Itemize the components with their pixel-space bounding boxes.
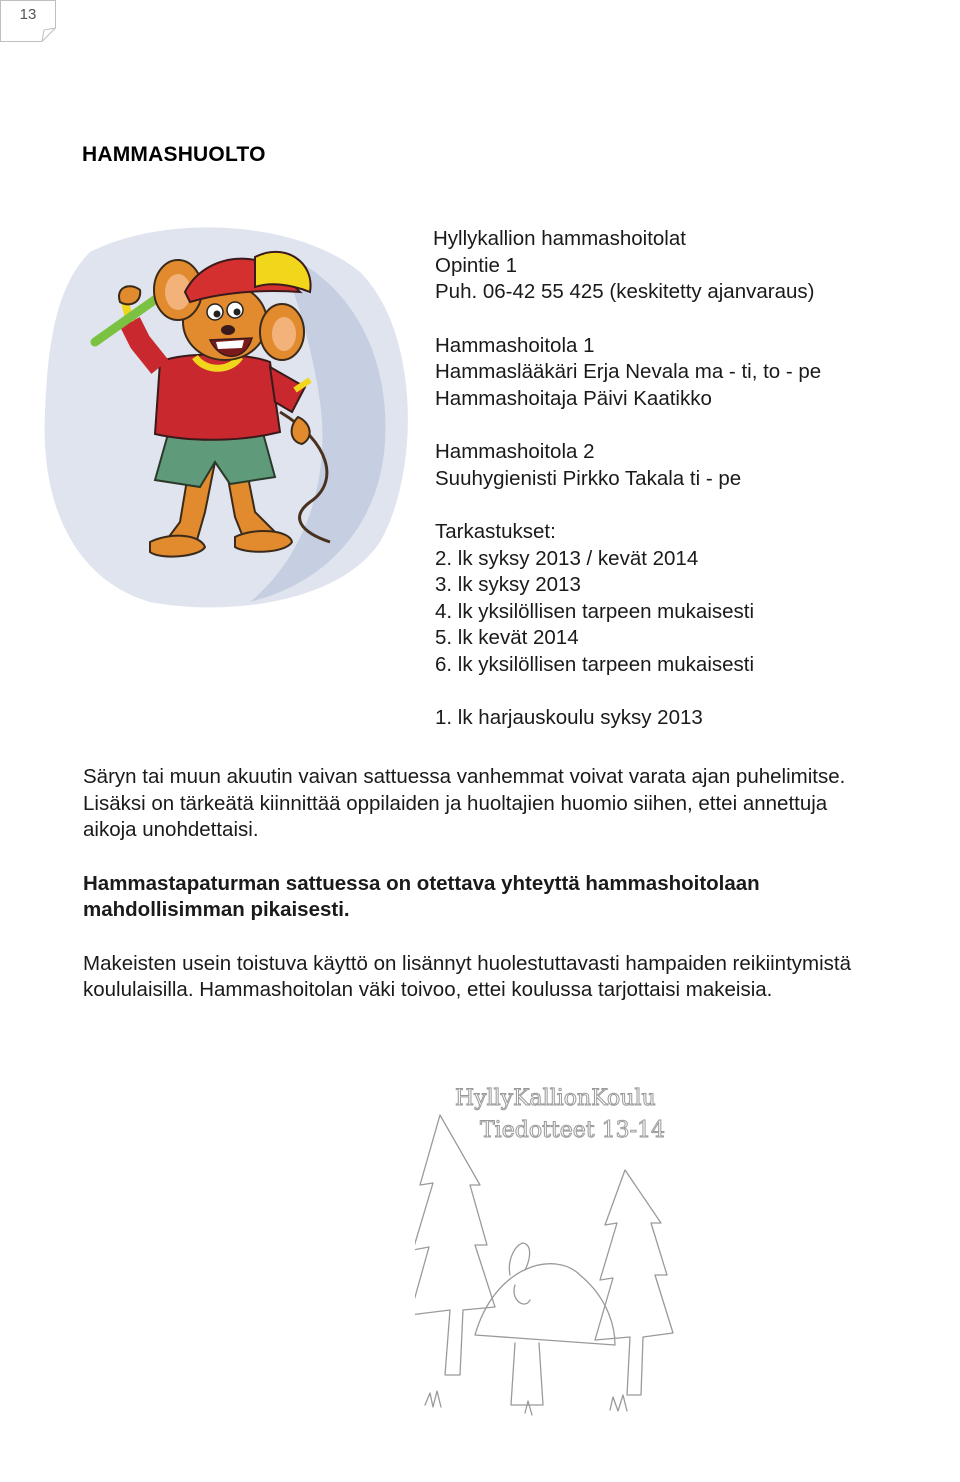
mouse-mascot-illustration — [30, 212, 430, 622]
drawing-caption-school: HyllyKallionKoulu — [455, 1086, 656, 1111]
contact-and-schedule-block — [433, 226, 821, 732]
paragraph-line: Lisäksi on tärkeätä kiinnittää oppilaiden ja huoltajien huomio siihen, ettei annettuja — [83, 791, 828, 815]
pencil-drawing-illustration — [415, 1075, 675, 1420]
phone-number: Puh. 06-42 55 425 (keskitetty ajanvaraus) — [435, 280, 815, 303]
clinic-2-hygienist: Suuhygienisti Pirkko Takala ti - pe — [435, 466, 742, 490]
paragraph-line: koululaisilla. Hammashoitolan väki toivoo, ettei koulussa tarjottaisi makeisia. — [83, 978, 773, 1001]
checkup-item: 6. lk yksilöllisen tarpeen mukaisesti — [435, 652, 755, 676]
page-number: 13 — [19, 6, 37, 23]
paragraph-line: Makeisten usein toistuva käyttö on lisännyt huolestuttavasti hampaiden reikiintymistä — [83, 951, 852, 975]
sweets-paragraph — [83, 951, 960, 1004]
checkup-item: 3. lk syksy 2013 — [435, 573, 581, 596]
clinic-2-name: Hammashoitola 2 — [435, 440, 595, 463]
checkup-item: 2. lk syksy 2013 / kevät 2014 — [435, 546, 699, 570]
urgent-care-paragraph — [83, 764, 960, 844]
clinic-1-name: Hammashoitola 1 — [435, 333, 595, 357]
brushing-school: 1. lk harjauskoulu syksy 2013 — [435, 706, 703, 729]
drawing-caption-newsletter: Tiedotteet 13-14 — [480, 1118, 666, 1143]
checkup-item: 4. lk yksilöllisen tarpeen mukaisesti — [435, 599, 755, 623]
page-title: HAMMASHUOLTO — [82, 143, 266, 166]
paragraph-line: mahdollisimman pikaisesti. — [83, 898, 350, 921]
clinic-1-dentist: Hammaslääkäri Erja Nevala ma - ti, to - pe — [435, 360, 822, 383]
paragraph-line: Säryn tai muun akuutin vaivan sattuessa vanhemmat voivat varata ajan puhelimitse. — [83, 765, 846, 788]
checkups-heading: Tarkastukset: — [435, 520, 556, 543]
paragraph-line: Hammastapaturman sattuessa on otettava yhteyttä hammashoitolaan — [83, 871, 760, 895]
page-number-tab — [0, 0, 56, 42]
body-text — [83, 764, 960, 1031]
clinic-1-nurse: Hammashoitaja Päivi Kaatikko — [435, 386, 712, 410]
paragraph-line: aikoja unohdettaisi. — [83, 818, 259, 841]
street-address: Opintie 1 — [435, 253, 518, 277]
clinic-group-name: Hyllykallion hammashoitolat — [433, 227, 686, 250]
checkup-item: 5. lk kevät 2014 — [435, 626, 579, 649]
dental-accident-paragraph — [83, 871, 960, 924]
